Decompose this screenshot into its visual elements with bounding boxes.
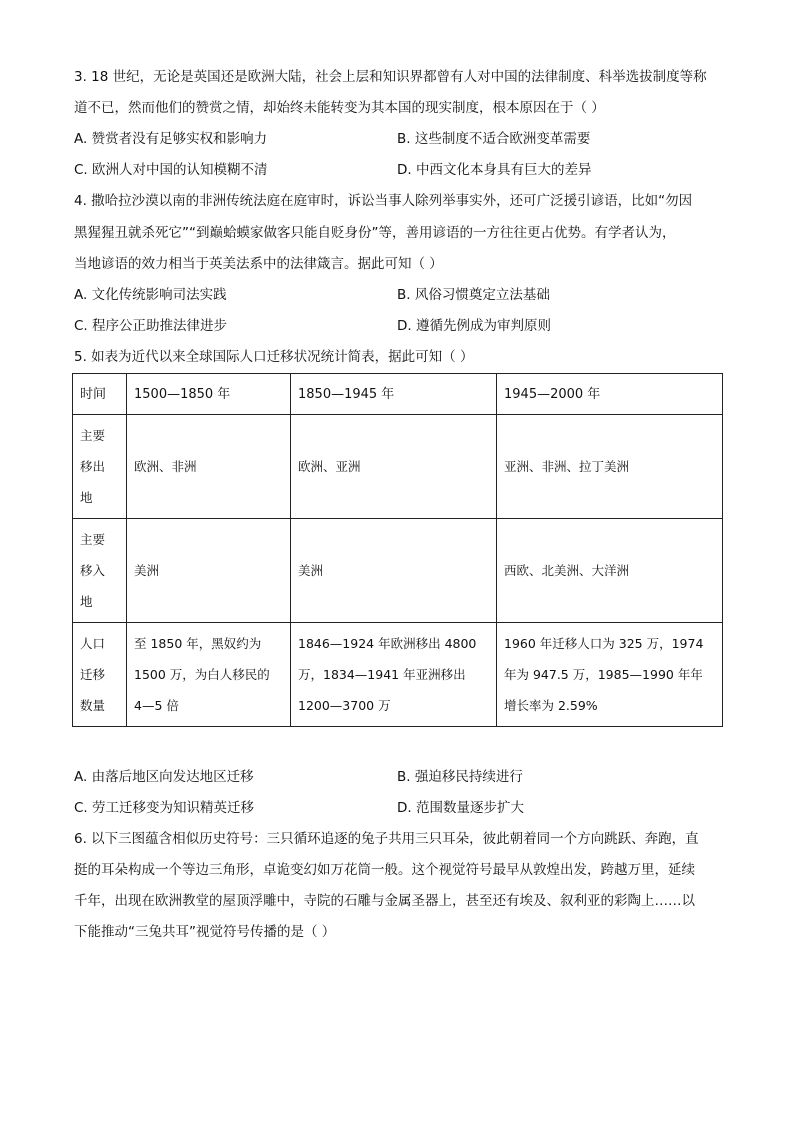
q4-option-d: D. 遵循先例成为审判原则: [397, 318, 551, 334]
label-line: 迁移: [80, 667, 106, 682]
table-cell: 西欧、北美洲、大洋洲: [497, 519, 723, 623]
label-line: 地: [80, 490, 93, 505]
q3-option-a: A. 赞赏者没有足够实权和影响力: [74, 131, 268, 147]
table-cell: 美洲: [291, 519, 497, 623]
cell-line: 1960 年迁移人口为 325 万，1974: [504, 636, 704, 651]
label-line: 人口: [80, 636, 106, 651]
q6-stem-line2: 挺的耳朵构成一个等边三角形，卓诡变幻如万花筒一般。这个视觉符号最早从敦煌出发，跨越万里，延续: [74, 862, 695, 878]
q4-option-a: A. 文化传统影响司法实践: [74, 287, 227, 303]
q6-stem-line1: 6. 以下三图蕴含相似历史符号：三只循环追逐的兔子共用三只耳朵，彼此朝着同一个方向跳跃、奔跑，直: [74, 831, 699, 847]
cell-line: 年为 947.5 万，1985—1990 年年: [504, 667, 703, 682]
q3-stem-line1: 3. 18 世纪，无论是英国还是欧洲大陆，社会上层和知识界都曾有人对中国的法律制度、科举选拔制度等称: [74, 69, 707, 85]
cell-line: 至 1850 年，黑奴约为: [134, 636, 262, 651]
header-cell-period-3: 1945—2000 年: [497, 374, 723, 415]
q3-option-c: C. 欧洲人对中国的认知模糊不清: [74, 162, 268, 178]
q5-stem-line1: 5. 如表为近代以来全球国际人口迁移状况统计简表，据此可知（ ）: [74, 349, 474, 365]
q5-option-c: C. 劳工迁移变为知识精英迁移: [74, 800, 255, 816]
label-line: 主要: [80, 428, 106, 443]
q4-stem-line2: 黑猩猩丑就杀死它”“到巅蛤蟆家做客只能自贬身份”等，善用谚语的一方往往更占优势。有学者认为，: [74, 225, 676, 241]
label-line: 移入: [80, 563, 106, 578]
q6-stem-line4: 下能推动“三兔共耳”视觉符号传播的是（ ）: [74, 924, 336, 940]
q3-option-d: D. 中西文化本身具有巨大的差异: [397, 162, 592, 178]
q3-option-b: B. 这些制度不适合欧洲变革需要: [397, 131, 591, 147]
migration-table: [72, 373, 723, 727]
cell-line: 1500 万，为白人移民的: [134, 667, 270, 682]
label-line: 主要: [80, 532, 106, 547]
q4-option-c: C. 程序公正助推法律进步: [74, 318, 228, 334]
table-row-immigration: [73, 519, 723, 623]
cell-line: 增长率为 2.59%: [504, 698, 598, 713]
table-cell: [127, 623, 291, 727]
q4-option-b: B. 风俗习惯奠定立法基础: [397, 287, 550, 303]
cell-line: 1846—1924 年欧洲移出 4800: [298, 636, 477, 651]
table-row-emigration: [73, 415, 723, 519]
q6-stem-line3: 千年，出现在欧洲教堂的屋顶浮雕中，寺院的石雕与金属圣器上，甚至还有埃及、叙利亚的彩陶上……以: [74, 893, 695, 909]
header-cell-period-2: 1850—1945 年: [291, 374, 497, 415]
header-cell-period-1: 1500—1850 年: [127, 374, 291, 415]
table-row-count: [73, 623, 723, 727]
q5-option-a: A. 由落后地区向发达地区迁移: [74, 769, 254, 785]
table-cell: 亚洲、非洲、拉丁美洲: [497, 415, 723, 519]
table-header-row: [73, 374, 723, 415]
q5-option-b: B. 强迫移民持续进行: [397, 769, 523, 785]
cell-line: 万，1834—1941 年亚洲移出: [298, 667, 466, 682]
table-cell: 欧洲、亚洲: [291, 415, 497, 519]
table-cell: 欧洲、非洲: [127, 415, 291, 519]
label-line: 移出: [80, 459, 106, 474]
row-label-emigration: [73, 415, 127, 519]
q5-option-d: D. 范围数量逐步扩大: [397, 800, 524, 816]
row-label-count: [73, 623, 127, 727]
label-line: 地: [80, 594, 93, 609]
table-cell: [497, 623, 723, 727]
cell-line: 1200—3700 万: [298, 698, 391, 713]
cell-line: 4—5 倍: [134, 698, 179, 713]
header-cell-time: 时间: [73, 374, 127, 415]
q4-stem-line3: 当地谚语的效力相当于英美法系中的法律箴言。据此可知（ ）: [74, 256, 443, 272]
q4-stem-line1: 4. 撒哈拉沙漠以南的非洲传统法庭在庭审时，诉讼当事人除列举事实外，还可广泛援引谚语，比如“勿因: [74, 193, 693, 209]
label-line: 数量: [80, 698, 106, 713]
table-cell: 美洲: [127, 519, 291, 623]
q3-stem-line2: 道不已，然而他们的赞赏之情，却始终未能转变为其本国的现实制度，根本原因在于（ ）: [74, 100, 605, 116]
row-label-immigration: [73, 519, 127, 623]
table-cell: [291, 623, 497, 727]
